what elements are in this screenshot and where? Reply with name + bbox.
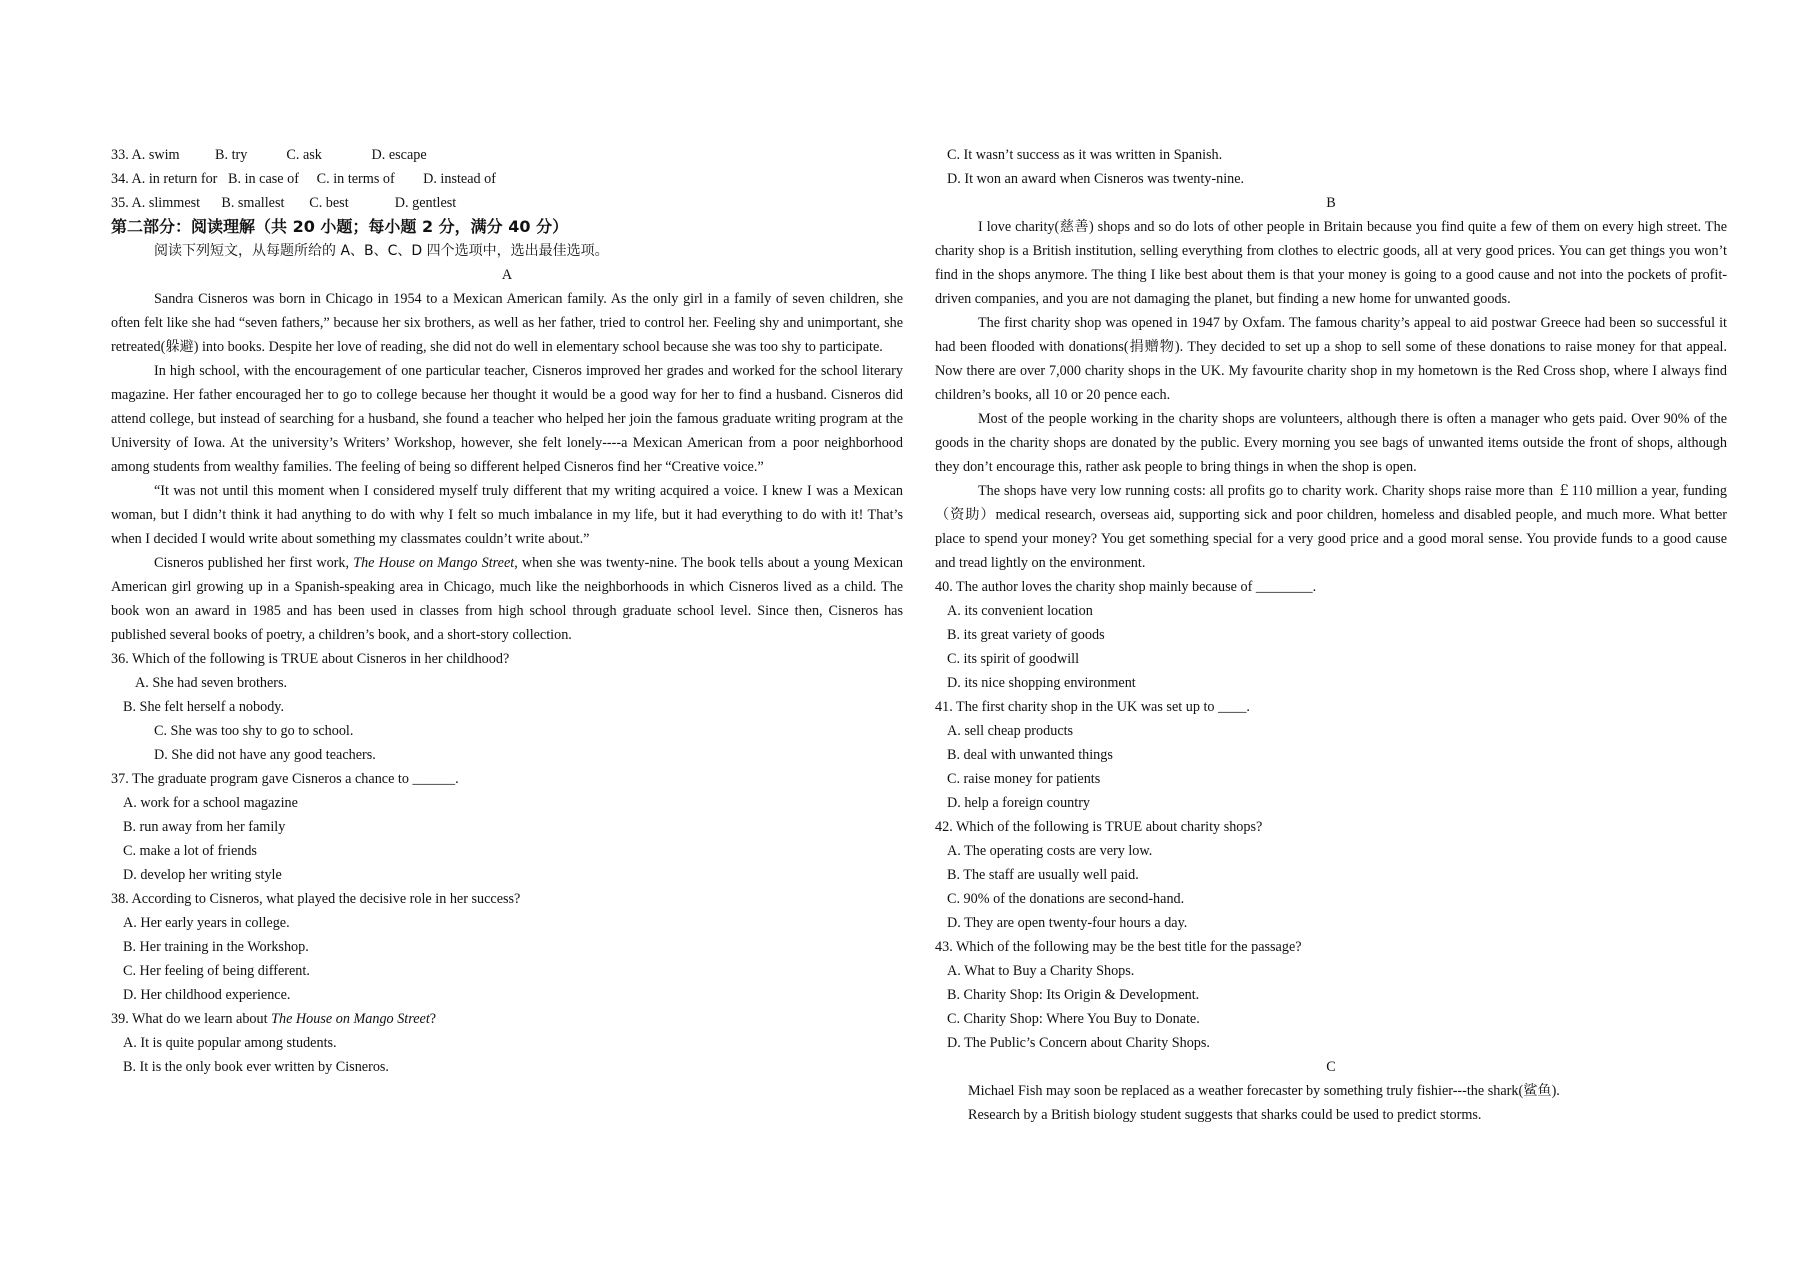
q36-option-d: D. She did not have any good teachers. <box>154 747 376 763</box>
q43-option-b: B. Charity Shop: Its Origin & Development. <box>947 987 1200 1003</box>
q41-option-a: A. sell cheap products <box>947 723 1074 739</box>
passage-b-paragraph-1: I love charity(慈善) shops and so do lots of other people in Britain because you find quite a few of them on every high street. The charity shop is a British institution, selling everything from clothes to electric goods, all at very good prices. You can get things you won’t find in the shops anymore. The thing I like best about them is that your money is going to a good cause and not into the pockets of profit-driven companies, and you are not damaging the planet, but finding a new home for unwanted goods. <box>935 219 1727 307</box>
q37-option-b: B. run away from her family <box>123 819 286 835</box>
question-37: 37. The graduate program gave Cisneros a chance to ______. <box>111 771 459 787</box>
q41-option-d: D. help a foreign country <box>947 795 1091 811</box>
section-instruction: 阅读下列短文，从每题所给的 A、B、C、D 四个选项中，选出最佳选项。 <box>154 243 609 259</box>
passage-a-paragraph-4 <box>111 551 903 647</box>
question-43: 43. Which of the following may be the best title for the passage? <box>935 939 1302 955</box>
right-column <box>935 143 1727 1127</box>
q42-option-c: C. 90% of the donations are second-hand. <box>947 891 1185 907</box>
q41-option-b: B. deal with unwanted things <box>947 747 1113 763</box>
q42-option-a: A. The operating costs are very low. <box>947 843 1153 859</box>
passage-b-label: B <box>1326 195 1336 211</box>
q39-text-after: ? <box>429 1011 437 1027</box>
section-heading: 第二部分：阅读理解（共 20 小题；每小题 2 分，满分 40 分） <box>111 217 569 236</box>
vocab-options-34: 34. A. in return for B. in case of C. in terms of D. instead of <box>111 171 496 187</box>
passage-b-paragraph-4: The shops have very low running costs: all profits go to charity work. Charity shops raise more than ￡110 million a year, funding（资助）medical research, overseas aid, supporting sick and poor children, homeless and disabled people, and much more. What better place to spend your money? You get something special for a very good price and a good moral sense. You provide funds to a good cause and tread lightly on the environment. <box>935 483 1727 571</box>
q41-option-c: C. raise money for patients <box>947 771 1101 787</box>
question-38: 38. According to Cisneros, what played the decisive role in her success? <box>111 891 521 907</box>
q39-option-b: B. It is the only book ever written by Cisneros. <box>123 1059 389 1075</box>
q38-option-c: C. Her feeling of being different. <box>123 963 310 979</box>
q37-option-a: A. work for a school magazine <box>123 795 298 811</box>
question-41: 41. The first charity shop in the UK was set up to ____. <box>935 699 1250 715</box>
q38-option-a: A. Her early years in college. <box>123 915 290 931</box>
q37-option-d: D. develop her writing style <box>123 867 282 883</box>
q39-book-title: The House on Mango Street <box>271 1011 430 1027</box>
q36-option-b: B. She felt herself a nobody. <box>123 699 285 715</box>
q42-option-d: D. They are open twenty-four hours a day. <box>947 915 1188 931</box>
q38-option-d: D. Her childhood experience. <box>123 987 291 1003</box>
question-42: 42. Which of the following is TRUE about charity shops? <box>935 819 1263 835</box>
q43-option-c: C. Charity Shop: Where You Buy to Donate. <box>947 1011 1200 1027</box>
book-title: The House on Mango Street <box>353 555 515 571</box>
p4-text-after: , when she was twenty-nine. The book tells about a young Mexican American girl growing up in a Spanish-speaking area in Chicago, much like the neighborhoods in which Cisneros lived as a child. The book won an award in 1985 and has been used in classes from high school through graduate school level. Since then, Cisneros has published several books of poetry, a children’s book, and a short-story collection. <box>111 555 904 643</box>
q37-option-c: C. make a lot of friends <box>123 843 257 859</box>
q36-option-a: A. She had seven brothers. <box>135 675 288 691</box>
question-39 <box>111 1007 903 1031</box>
passage-a-paragraph-2: In high school, with the encouragement of one particular teacher, Cisneros improved her grades and worked for the school literary magazine. Her father encouraged her to go to college because her thought it would be a good way for her to find a husband. Cisneros did attend college, but instead of searching for a husband, she found a teacher who helped her join the famous graduate writing program at the University of Iowa. At the university’s Writers’ Workshop, however, she felt lonely----a Mexican American from a poor neighborhood among students from wealthy families. The feeling of being so different helped Cisneros find her “Creative voice.” <box>111 363 903 475</box>
q39-option-a: A. It is quite popular among students. <box>123 1035 337 1051</box>
passage-c-line-2: Research by a British biology student suggests that sharks could be used to predict storms. <box>968 1107 1482 1123</box>
question-40: 40. The author loves the charity shop mainly because of ________. <box>935 579 1317 595</box>
q40-option-a: A. its convenient location <box>947 603 1093 619</box>
q39-option-d: D. It won an award when Cisneros was twenty-nine. <box>947 171 1245 187</box>
passage-c-line-1: Michael Fish may soon be replaced as a weather forecaster by something truly fishier---the shark(鲨鱼). <box>968 1083 1560 1099</box>
left-column <box>111 143 903 1079</box>
passage-b-paragraph-2: The first charity shop was opened in 1947 by Oxfam. The famous charity’s appeal to aid postwar Greece had been so successful it had been flooded with donations(捐赠物). They decided to set up a shop to sell some of these donations to raise money for that appeal. Now there are over 7,000 charity shops in the UK. My favourite charity shop in my hometown is the Red Cross shop, where I always find children’s books, all 10 or 20 pence each. <box>935 315 1727 403</box>
passage-b-paragraph-3: Most of the people working in the charity shops are volunteers, although there is often a manager who gets paid. Over 90% of the goods in the charity shops are donated by the public. Every morning you see bags of unwanted items outside the front of shops, although they don’t encourage this, rather ask people to bring things in when the shop is open. <box>935 411 1727 475</box>
q40-option-d: D. its nice shopping environment <box>947 675 1136 691</box>
q43-option-d: D. The Public’s Concern about Charity Shops. <box>947 1035 1210 1051</box>
question-36: 36. Which of the following is TRUE about Cisneros in her childhood? <box>111 651 510 667</box>
vocab-options-35: 35. A. slimmest B. smallest C. best D. gentlest <box>111 195 457 211</box>
passage-c-label: C <box>1326 1059 1336 1075</box>
passage-a-paragraph-1: Sandra Cisneros was born in Chicago in 1954 to a Mexican American family. As the only girl in a family of seven children, she often felt like she had “seven fathers,” because her six brothers, as well as her father, tried to control her. Feeling shy and unimportant, she retreated(躲避) into books. Despite her love of reading, she did not do well in elementary school because she was too shy to participate. <box>111 291 903 355</box>
q43-option-a: A. What to Buy a Charity Shops. <box>947 963 1135 979</box>
q38-option-b: B. Her training in the Workshop. <box>123 939 309 955</box>
passage-a-label: A <box>501 267 513 283</box>
q42-option-b: B. The staff are usually well paid. <box>947 867 1139 883</box>
q36-option-c: C. She was too shy to go to school. <box>154 723 354 739</box>
q40-option-b: B. its great variety of goods <box>947 627 1105 643</box>
q40-option-c: C. its spirit of goodwill <box>947 651 1080 667</box>
p4-text-before: Cisneros published her first work, <box>154 555 354 571</box>
passage-a-paragraph-3: “It was not until this moment when I considered myself truly different that my writing acquired a voice. I knew I was a Mexican woman, but I didn’t think it had anything to do with why I felt so much imbalance in my life, but it had everything to do with it! That’s when I decided I would write about something my classmates couldn’t write about.” <box>111 483 903 547</box>
q39-option-c: C. It wasn’t success as it was written in Spanish. <box>947 147 1223 163</box>
vocab-options-33: 33. A. swim B. try C. ask D. escape <box>111 147 427 163</box>
q39-text-before: 39. What do we learn about <box>111 1011 272 1027</box>
